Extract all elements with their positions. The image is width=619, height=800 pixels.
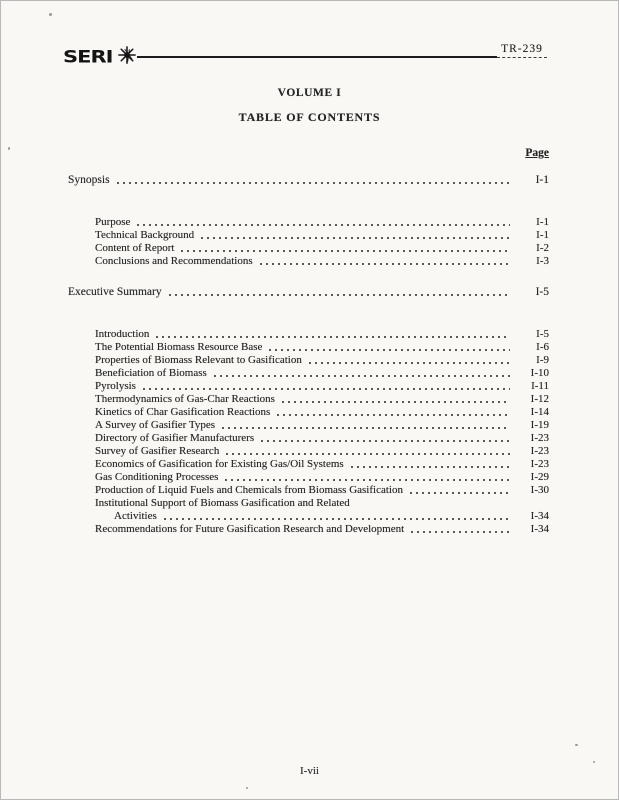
toc-entry (95, 510, 549, 523)
toc-entry-label: Activities (114, 510, 157, 522)
table-of-contents (68, 174, 549, 536)
toc-entry-page: I-23 (530, 458, 549, 470)
toc-entry (95, 380, 549, 393)
toc-entry (95, 471, 549, 484)
dot-leader (115, 174, 510, 187)
toc-entry (95, 328, 549, 341)
toc-entry-label: A Survey of Gasifier Types (95, 419, 216, 431)
toc-entry-page: I-29 (530, 471, 549, 483)
report-number: TR-239 (497, 43, 547, 58)
toc-section (68, 286, 549, 536)
toc-entry-label: Introduction (95, 328, 150, 340)
toc-entry (95, 242, 549, 255)
toc-entry-label: Survey of Gasifier Research (95, 445, 220, 457)
scan-speck (593, 761, 595, 763)
toc-entry-page: I-9 (536, 354, 549, 366)
header-rule (137, 56, 497, 58)
toc-entry (95, 341, 549, 354)
toc-entry-label: Kinetics of Char Gasification Reactions (95, 406, 271, 418)
toc-entry-label: Purpose (95, 216, 131, 228)
toc-entry (95, 406, 549, 419)
dot-leader (408, 484, 510, 497)
toc-entry (68, 286, 549, 299)
toc-entry-label: Properties of Biomass Relevant to Gasification (95, 354, 302, 366)
toc-entry (95, 354, 549, 367)
toc-entry-label: Gas Conditioning Processes (95, 471, 219, 483)
toc-entry-page: I-30 (530, 484, 549, 496)
toc-entry (95, 419, 549, 432)
toc-entry (95, 393, 549, 406)
toc-entry-page: I-1 (536, 216, 549, 228)
sunburst-icon (118, 46, 136, 69)
toc-entry-label: Pyrolysis (95, 380, 136, 392)
toc-entry-page: I-14 (530, 406, 549, 418)
toc-entry-page: I-3 (536, 255, 549, 267)
scan-speck (49, 13, 52, 16)
toc-entry-page: I-19 (530, 419, 549, 431)
toc-entry (95, 255, 549, 268)
dot-leader (135, 216, 510, 229)
toc-entry-page: I-2 (536, 242, 549, 254)
dot-leader (275, 406, 510, 419)
scan-speck (246, 787, 248, 789)
toc-entry-label: Recommendations for Future Gasification Research and Development (95, 523, 405, 535)
dot-leader (258, 255, 510, 268)
dot-leader (259, 432, 510, 445)
toc-entry-label: Thermodynamics of Gas-Char Reactions (95, 393, 275, 405)
toc-entry-label: Synopsis (68, 174, 110, 186)
toc-entry-page: I-5 (536, 328, 549, 340)
toc-entry-label: Economics of Gasification for Existing Gas/Oil Systems (95, 458, 344, 470)
dot-leader (167, 286, 510, 299)
dot-leader (280, 393, 510, 406)
toc-entry-page: I-1 (535, 174, 549, 186)
toc-entry-page: I-12 (530, 393, 549, 405)
toc-section-items (95, 216, 549, 268)
dot-leader (154, 328, 510, 341)
footer-page-number: I-vii (300, 765, 319, 777)
toc-entry (68, 174, 549, 187)
table-of-contents-title: TABLE OF CONTENTS (238, 110, 381, 124)
volume-title: VOLUME I (277, 87, 342, 99)
page-column-label: Page (525, 147, 549, 159)
toc-entry (95, 445, 549, 458)
dot-leader (199, 229, 510, 242)
dot-leader (349, 458, 510, 471)
toc-entry-page: I-11 (531, 380, 549, 392)
dot-leader (409, 523, 510, 536)
toc-section (68, 174, 549, 268)
toc-entry (95, 497, 549, 510)
toc-entry-label: Technical Background (95, 229, 195, 241)
dot-leader (141, 380, 510, 393)
toc-entry (95, 367, 549, 380)
toc-entry-page: I-1 (536, 229, 549, 241)
toc-entry-page: I-10 (530, 367, 549, 379)
toc-section-items (95, 328, 549, 536)
scan-speck (8, 147, 10, 150)
toc-entry-label: Content of Report (95, 242, 175, 254)
scan-speck (575, 744, 578, 746)
toc-entry (95, 523, 549, 536)
toc-entry (95, 458, 549, 471)
toc-entry-label: Conclusions and Recommendations (95, 255, 253, 267)
toc-entry-label: Beneficiation of Biomass (95, 367, 207, 379)
toc-entry-label: Directory of Gasifier Manufacturers (95, 432, 255, 444)
dot-leader (267, 341, 510, 354)
toc-entry-label: Executive Summary (68, 286, 162, 298)
seri-logo (63, 44, 136, 69)
toc-entry-label: Institutional Support of Biomass Gasification and Related (95, 497, 350, 509)
toc-entry (95, 229, 549, 242)
toc-entry-page: I-23 (530, 445, 549, 457)
dot-leader (179, 242, 510, 255)
toc-entry (95, 484, 549, 497)
toc-entry (95, 216, 549, 229)
toc-entry (95, 432, 549, 445)
toc-entry-page: I-6 (536, 341, 549, 353)
toc-entry-page: I-23 (530, 432, 549, 444)
dot-leader (212, 367, 510, 380)
toc-entry-page: I-34 (530, 523, 549, 535)
toc-entry-label: The Potential Biomass Resource Base (95, 341, 263, 353)
dot-leader (220, 419, 510, 432)
toc-entry-page: I-34 (530, 510, 549, 522)
dot-leader (224, 445, 510, 458)
toc-entry-page: I-5 (535, 286, 549, 298)
dot-leader (223, 471, 510, 484)
toc-entry-label: Production of Liquid Fuels and Chemicals from Biomass Gasification (95, 484, 403, 496)
dot-leader (162, 510, 510, 523)
dot-leader (307, 354, 510, 367)
seri-logo-text: SERI (63, 46, 113, 67)
